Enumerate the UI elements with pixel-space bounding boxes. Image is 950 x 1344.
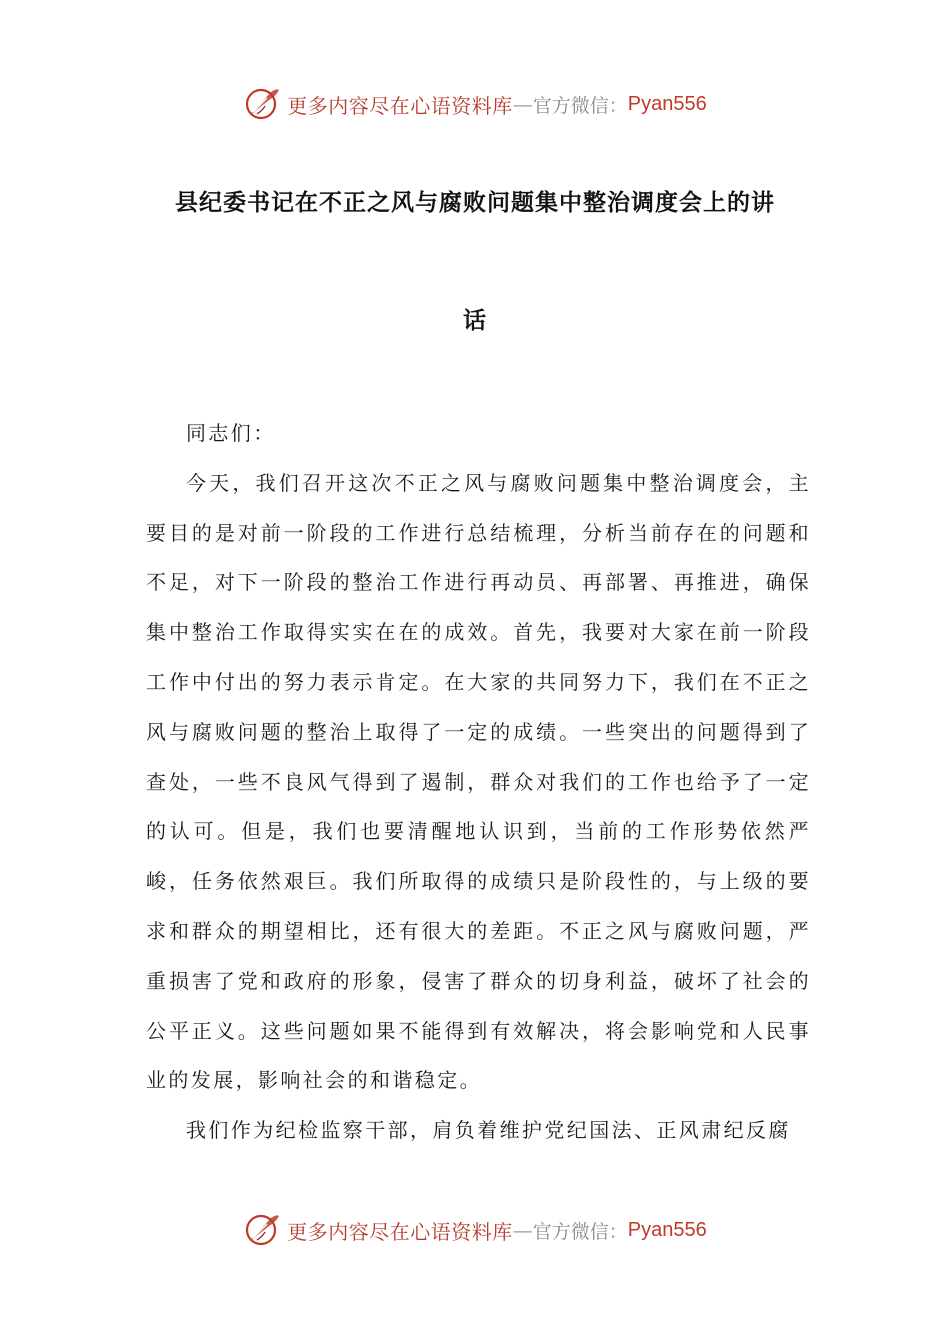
quill-logo-icon bbox=[243, 84, 283, 124]
banner-wechat-label: 官方微信： bbox=[532, 1220, 628, 1243]
banner-wechat-id: Pyan556 bbox=[627, 92, 707, 115]
header-banner bbox=[0, 80, 950, 128]
body-paragraph: 我们作为纪检监察干部，肩负着维护党纪国法、正风肃纪反腐 bbox=[186, 1118, 791, 1143]
body-paragraph: 今天，我们召开这次不正之风与腐败问题集中整治调度会，主要目的是对前一阶段的工作进行总结梳理，分析当前存在的问题和不足，对下一阶段的整治工作进行再动员、再部署、再推进，确保集中整治工作取得实实在在的成效。首先，我要对大家在前一阶段工作中付出的努力表示肯定。在大家的共同努力下，我们在不正之风与腐败问题的整治上取得了一定的成绩。一些突出的问题得到了查处，一些不良风气得到了遏制，群众对我们的工作也给予了一定的认可。但是，我们也要清醒地认识到，当前的工作形势依然严峻，任务依然艰巨。我们所取得的成绩只是阶段性的，与上级的要求和群众的期望相比，还有很大的差距。不正之风与腐败问题，严重损害了党和政府的形象，侵害了群众的切身利益，破坏了社会的公平正义。这些问题如果不能得到有效解决，将会影响党和人民事业的发展，影响社会的和谐稳定。 bbox=[146, 470, 811, 1093]
banner-site-text: 更多内容尽在心语资料库 bbox=[287, 1219, 513, 1244]
quill-logo-icon bbox=[243, 1210, 283, 1250]
salutation-paragraph: 同志们： bbox=[186, 421, 276, 445]
document-title-line1: 县纪委书记在不正之风与腐败问题集中整治调度会上的讲 bbox=[175, 190, 775, 216]
footer-banner bbox=[0, 1206, 950, 1254]
document-body bbox=[146, 409, 811, 1156]
banner-wechat-label: 官方微信： bbox=[532, 94, 628, 117]
banner-dash: — bbox=[512, 1218, 533, 1242]
banner-site-text: 更多内容尽在心语资料库 bbox=[287, 93, 513, 118]
banner-wechat-id: Pyan556 bbox=[627, 1218, 707, 1241]
document-title-line2: 话 bbox=[463, 308, 487, 334]
banner-dash: — bbox=[512, 92, 533, 116]
